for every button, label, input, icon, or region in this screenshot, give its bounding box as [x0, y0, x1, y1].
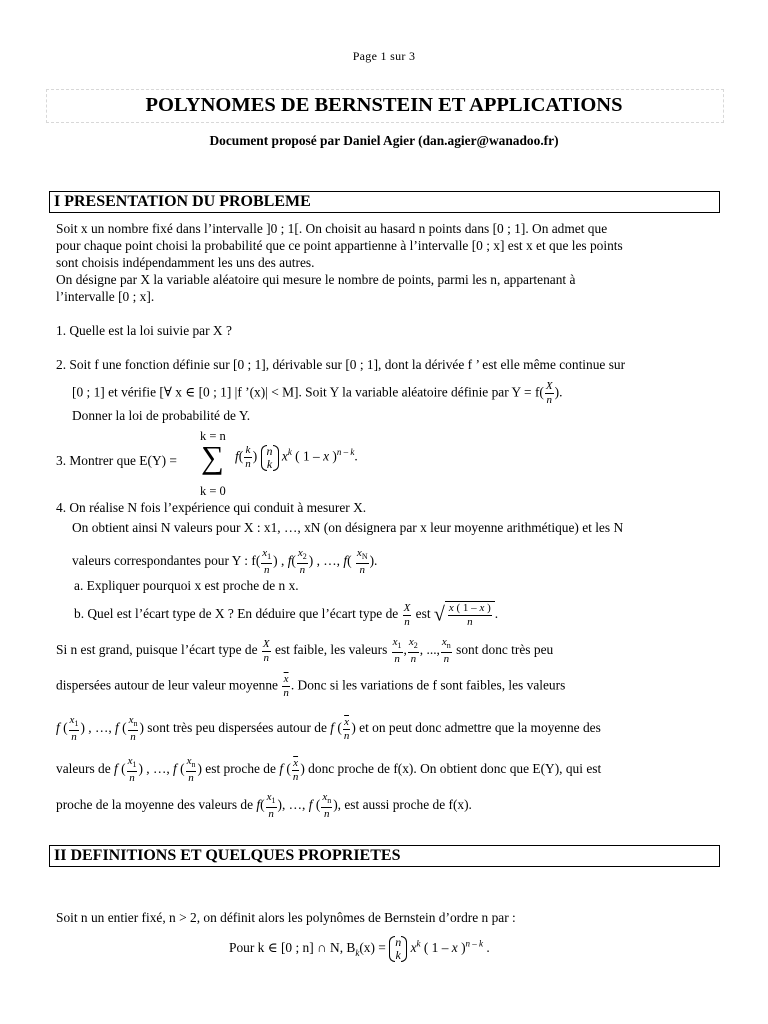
paragraph-line-5: proche de la moyenne des valeurs de f( $\frac{x_1}{n}$ ), …, f ( $\frac{x_n}{n}$ ), est aussi proche de f(x).: [56, 791, 472, 821]
section-heading-1: I PRESENTATION DU PROBLEME: [49, 191, 720, 213]
question-4-line-2: On obtient ainsi N valeurs pour X : x1, …, xN (on désignera par x leur moyenne arithmétique) et les N: [72, 520, 624, 535]
paragraph-line-3-c: et on peut donc admettre que la moyenne des: [359, 720, 601, 736]
paragraph-line-3-b: sont très peu dispersées autour de: [147, 720, 327, 736]
intro-line-4: On désigne par X la variable aléatoire qui mesure le nombre de points, parmi les n, appartenant à: [56, 272, 576, 287]
sum-lower-bound: k = 0: [200, 484, 226, 498]
paragraph-line-4-b: est proche de: [205, 761, 276, 777]
page-number-header: Page 1 sur 3: [352, 49, 416, 63]
intro-line-2: pour chaque point choisi la probabilité que ce point appartienne à l’intervalle [0 ; x] est x et que les points: [56, 238, 623, 253]
question-4b-text: b. Quel est l’écart type de X ? En déduire que l’écart type de: [74, 606, 399, 622]
question-3-expression: f( $\frac{k}{n}$ ) n k $x^k$ ( 1 – x )$^{n - k}$.: [235, 443, 358, 471]
question-2-text: [0 ; 1] et vérifie [∀ x ∈ [0 ; 1] |f ’(x)| < M]. Soit Y la variable aléatoire définie par Y = f(: [72, 384, 544, 400]
question-2-line-1: 2. Soit f une fonction définie sur [0 ; 1], dérivable sur [0 ; 1], dont la dérivée f ’ est elle même continue sur: [56, 357, 626, 372]
paragraph-line-1-a: Si n est grand, puisque l’écart type de: [56, 642, 258, 658]
question-4-line-3: valeurs correspondantes pour Y : f( $\frac{x_1}{n}$ ) , f( $\frac{x_2}{n}$ ) , …, f( $\frac{x_N}{n}$ ).: [72, 547, 378, 577]
definition-line-2-b: (x) =: [359, 940, 386, 956]
question-2-line-3: Donner la loi de probabilité de Y.: [72, 408, 251, 423]
question-4a: a. Expliquer pourquoi x est proche de n x.: [74, 578, 299, 593]
paragraph-line-4: valeurs de f ( $\frac{x_1}{n}$ ) , …, f ( $\frac{x_n}{n}$ ) est proche de f ( $\frac{\overline{x}}{n}$ ) donc proche de f(x). On obtient donc que E(Y), qui est: [56, 755, 602, 785]
definition-line-2-a: Pour k ∈ [0 ; n] ∩ N, B: [229, 940, 356, 956]
fraction-X-over-n: $\frac{X}{n}$: [545, 380, 553, 406]
paragraph-line-4-a: valeurs de: [56, 761, 111, 777]
paragraph-line-1: Si n est grand, puisque l’écart type de $\frac{X}{n}$ est faible, les valeurs $\frac{x_1}{n}$ , $\frac{x_2}{n}$ , ..., $\frac{x_n}{n}$ sont donc très peu: [56, 636, 554, 666]
section-heading-2: II DEFINITIONS ET QUELQUES PROPRIETES: [49, 845, 720, 867]
question-2-line-2: [0 ; 1] et vérifie [∀ x ∈ [0 ; 1] |f ’(x)| < M]. Soit Y la variable aléatoire définie par Y = f( $\frac{X}{n}$ ).: [72, 380, 563, 406]
question-1: 1. Quelle est la loi suivie par X ?: [56, 323, 232, 338]
intro-line-1: Soit x un nombre fixé dans l’intervalle ]0 ; 1[. On choisit au hasard n points dans [0 ; 1]. On admet que: [56, 221, 608, 236]
paragraph-line-1-c: sont donc très peu: [456, 642, 554, 658]
paragraph-line-5-b: , est aussi proche de f(x).: [337, 797, 472, 813]
question-4-line-3-text: valeurs correspondantes pour Y : f(: [72, 553, 261, 569]
paragraph-line-2-b: . Donc si les variations de f sont faibles, les valeurs: [290, 677, 566, 693]
paragraph-line-4-c: donc proche de f(x). On obtient donc que E(Y), qui est: [308, 761, 602, 777]
document-subtitle: Document proposé par Daniel Agier (dan.agier@wanadoo.fr): [209, 133, 559, 148]
question-3-label: 3. Montrer que E(Y) =: [56, 453, 177, 468]
definition-line-2: Pour k ∈ [0 ; n] ∩ N, $B_k(x) = n$ k $x^k$ ( 1 – x )$^{n - k}$ .: [229, 935, 490, 962]
question-4-line-1: 4. On réalise N fois l’expérience qui conduit à mesurer X.: [56, 500, 367, 515]
document-title: POLYNOMES DE BERNSTEIN ET APPLICATIONS: [145, 94, 623, 116]
paragraph-line-3: f ( $\frac{x_1}{n}$ ) , …, f ( $\frac{x_n}{n}$ ) sont très peu dispersées autour de f ( $\frac{\overline{x}}{n}$ ) et on peut donc admettre que la moyenne des: [56, 714, 601, 744]
intro-line-5: l’intervalle [0 ; x].: [56, 289, 155, 304]
sum-symbol: ∑: [201, 439, 224, 475]
sum-upper-bound: k = n: [200, 429, 226, 443]
paragraph-line-2-a: dispersées autour de leur valeur moyenne: [56, 677, 278, 693]
paragraph-line-2: dispersées autour de leur valeur moyenne $\frac{\overline{x}}{n}$ . Donc si les variations de f sont faibles, les valeurs: [56, 673, 566, 699]
question-4b: b. Quel est l’écart type de X ? En déduire que l’écart type de $\frac{X}{n}$ est √ $\frac{x ( 1 - x )}{n}$ .: [74, 601, 499, 628]
definition-line-1: Soit n un entier fixé, n > 2, on définit alors les polynômes de Bernstein d’ordre n par :: [56, 910, 516, 925]
intro-line-3: sont choisis indépendamment les uns des autres.: [56, 255, 315, 270]
paragraph-line-5-a: proche de la moyenne des valeurs de: [56, 797, 254, 813]
paragraph-line-1-b: est faible, les valeurs: [275, 642, 388, 658]
